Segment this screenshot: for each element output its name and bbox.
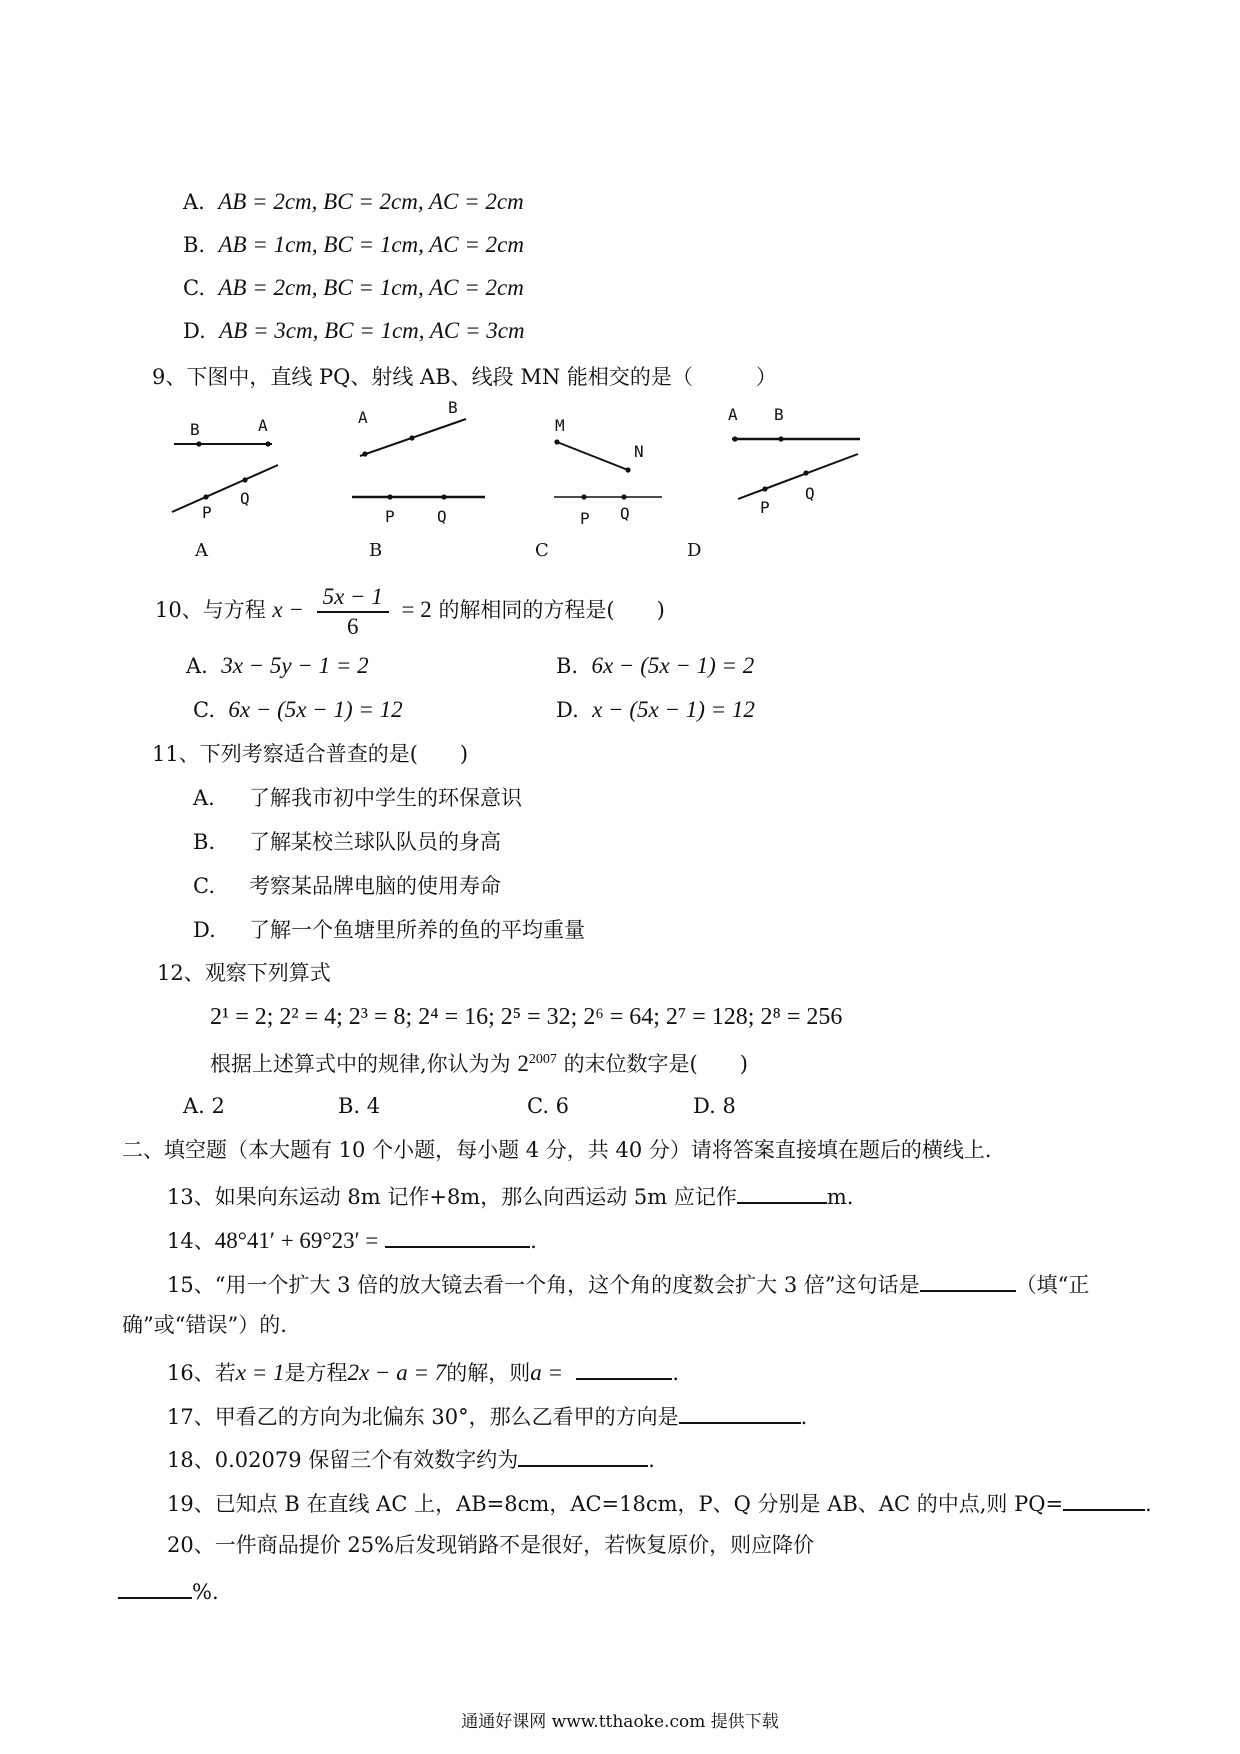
option-text: 了解一个鱼塘里所养的鱼的平均重量 [249,918,585,942]
option-text: x − (5x − 1) = 12 [592,697,755,722]
option-label: C. [183,276,205,300]
option-text: AB = 3cm, BC = 1cm, AC = 3cm [219,318,525,343]
diagram-c [535,416,662,561]
diagram-b [352,400,485,561]
answer-blank[interactable] [576,1356,672,1380]
diagram-a-caption: A [195,540,208,561]
label-q: Q [240,489,250,508]
q10-stem [155,580,665,642]
option-label: A. [183,190,205,214]
option-text: AB = 2cm, BC = 2cm, AC = 2cm [218,189,524,214]
q16-condition: x = 1 [235,1360,285,1385]
label-p: P [385,507,395,526]
q20-line2 [118,1575,219,1606]
q12-powers: 2¹ = 2; 2² = 4; 2³ = 8; 2⁴ = 16; 2⁵ = 32; 2⁶ = 64; 2⁷ = 128; 2⁸ = 256 [210,1004,843,1030]
q16-text: 16、若 [167,1361,236,1385]
option-text: 考察某品牌电脑的使用寿命 [249,874,501,898]
q12-question-pre: 根据上述算式中的规律,你认为为 [210,1052,511,1076]
label-b: B [448,400,458,417]
q19-text: 19、已知点 B 在直线 AC 上，AB=8cm，AC=18cm，P、Q 分别是 AB、AC 的中点,则 PQ= [167,1492,1064,1516]
label-q: Q [620,504,630,523]
option-label: B. [183,233,206,257]
option-text: 了解某校兰球队队员的身高 [249,830,501,854]
q12-exponent: 2007 [528,1052,557,1067]
q9-diagrams [150,400,870,570]
answer-blank[interactable] [679,1400,801,1424]
q17 [167,1400,807,1431]
answer-blank[interactable] [737,1180,827,1204]
q13 [167,1180,853,1211]
q19-period: . [1145,1492,1152,1516]
answer-blank[interactable] [920,1268,1016,1292]
option-label: B. [193,830,216,854]
option-label: C. [193,874,215,898]
q12-option-a: A. 2 [183,1094,225,1118]
answer-blank[interactable] [118,1575,192,1599]
q18-period: . [648,1448,655,1472]
fraction-numerator: 5x − 1 [317,583,389,613]
q8-option-d [183,317,525,345]
option-label: C. [193,698,215,722]
label-q: Q [805,484,815,503]
label-b: B [190,420,200,439]
label-p: P [760,498,770,517]
label-b: B [774,405,784,424]
q10-eq-lhs: x − [272,597,304,622]
q8-option-a [183,188,524,216]
q14-expression: 48°41′ + 69°23′ = [214,1228,379,1253]
option-label: A. [186,654,208,678]
q10-option-a [186,652,369,680]
q13-text: 13、如果向东运动 8m 记作+8m，那么向西运动 5m 应记作 [167,1185,737,1209]
option-text: 3x − 5y − 1 = 2 [221,653,369,678]
option-text: AB = 2cm, BC = 1cm, AC = 2cm [218,275,524,300]
q10-fraction [317,583,389,641]
label-p: P [202,503,212,522]
option-text: 6x − (5x − 1) = 2 [591,653,755,678]
q8-option-c [183,274,524,302]
diagram-d [687,405,860,561]
label-q: Q [437,507,447,526]
q10-option-d [556,696,755,724]
fraction-denominator: 6 [346,613,359,639]
q10-stem-post: 的解相同的方程是( ) [438,598,665,622]
answer-blank[interactable] [518,1443,648,1467]
q17-period: . [800,1405,808,1429]
option-text: 6x − (5x − 1) = 12 [228,697,403,722]
q10-stem-pre: 10、与方程 [155,598,266,622]
q18-text: 18、0.02079 保留三个有效数字约为 [167,1448,519,1472]
q16-text: 的解，则 [446,1361,531,1385]
q15-line1 [167,1268,1089,1299]
label-a: A [728,405,738,424]
q10-option-b [556,652,754,680]
answer-blank[interactable] [1063,1487,1145,1511]
q11-option-c [193,872,501,900]
option-label: D. [556,698,579,722]
q16-equation: 2x − a = 7 [347,1360,447,1385]
q13-unit: m. [826,1185,854,1209]
q14 [167,1224,537,1255]
q11-option-d [193,916,585,944]
q12-question [210,1046,748,1078]
diagram-b-caption: B [369,540,383,561]
q12-stem: 12、观察下列算式 [157,961,331,985]
q15-text: 15、“用一个扩大 3 倍的放大镜去看一个角，这个角的度数会扩大 3 倍”这句话是 [167,1273,920,1297]
q10-eq-rhs: = 2 [401,597,432,622]
q11-option-b [193,828,501,856]
q19 [167,1487,1152,1518]
q11-option-a [193,784,522,812]
option-text: AB = 1cm, BC = 1cm, AC = 2cm [218,232,524,257]
q15-text-tail: （填“正 [1015,1273,1090,1297]
q15-line2: 确”或“错误”）的. [122,1313,287,1337]
q8-option-b [183,231,524,259]
q16-period: . [672,1361,680,1385]
option-label: D. [193,918,216,942]
q18 [167,1443,655,1474]
q12-option-b: B. 4 [338,1094,381,1118]
q12-option-d: D. 8 [693,1094,736,1118]
diagram-c-caption: C [535,540,549,561]
diagram-a [172,416,278,561]
page-footer: 通通好课网 www.tthaoke.com 提供下载 [461,1712,779,1732]
label-n: N [634,442,644,461]
q12-question-post: 的末位数字是( ) [563,1052,748,1076]
q16-text: 是方程 [284,1361,348,1385]
label-a: A [258,416,268,435]
option-label: D. [183,319,206,343]
option-label: B. [556,654,579,678]
q12-option-c: C. 6 [527,1094,570,1118]
q11-stem: 11、下列考察适合普查的是( ) [152,742,469,766]
q20-unit: %. [192,1580,219,1604]
label-p: P [580,509,590,528]
q9-stem: 9、下图中，直线 PQ、射线 AB、线段 MN 能相交的是（ ） [152,365,777,389]
q10-option-c [193,696,403,724]
label-a: A [358,408,368,427]
q14-number: 14、 [167,1229,215,1253]
section-2-heading: 二、填空题（本大题有 10 个小题，每小题 4 分，共 40 分）请将答案直接填在题后的横线上. [122,1138,992,1162]
option-text: 了解我市初中学生的环保意识 [249,786,522,810]
label-m: M [555,416,565,435]
q20-line1: 20、一件商品提价 25%后发现销路不是很好，若恢复原价，则应降价 [167,1533,815,1557]
option-label: A. [193,786,215,810]
answer-blank[interactable] [385,1224,530,1248]
q16-variable: a = [530,1360,563,1385]
q16 [167,1356,679,1387]
diagram-d-caption: D [687,540,702,561]
q17-text: 17、甲看乙的方向为北偏东 30°，那么乙看甲的方向是 [167,1405,679,1429]
q12-base: 2 [517,1051,529,1076]
q14-period: . [530,1229,537,1253]
